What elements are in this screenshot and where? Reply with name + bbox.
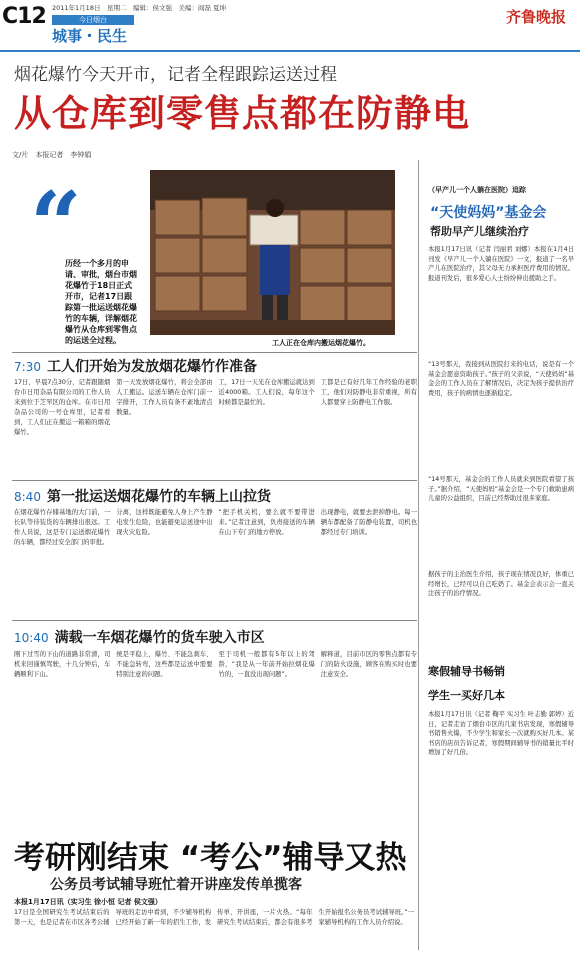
section-title: 满载一车烟花爆竹的货车驶入市区 bbox=[54, 630, 265, 646]
body-column: 17日，早晨7点30分，记者跟随烟台市日用杂品有限公司的工作人员来到位于芝罘区的仓库。在市日用杂品公司的一号仓库里，记者看到，工人们正在搬运一箱箱的烟花爆竹。 bbox=[14, 379, 111, 436]
section-time: 8:40 bbox=[14, 490, 41, 504]
section-time: 7:30 bbox=[14, 360, 41, 374]
section-heading bbox=[14, 356, 257, 376]
sidebar-kicker: （早产儿一个人躺在医院）追踪 bbox=[428, 186, 526, 194]
sidebar-paragraph: “14号那天，基金会的工作人员就来到医院看望了孩子。”据介绍，“天使妈妈”基金会是一个专门救助患病儿童的公益组织，目前已经帮助过很多家庭。 bbox=[428, 476, 574, 503]
sidebar bbox=[420, 180, 575, 950]
body-column: 出现静电，就要去泄掉静电。每一辆车都配备了防静电装置，司机也都经过专门培训。 bbox=[320, 509, 417, 536]
sidebar-paragraph: “13号那天，我接到从医院打来的电话，说是有一个基金会愿意资助孩子。”孩子的父亲说，“天使妈妈”基金会的工作人员在了解情况后，决定为孩子提供治疗费用，孩子的病情也逐渐稳定。 bbox=[428, 361, 574, 397]
section-divider bbox=[12, 620, 417, 621]
warehouse-photo bbox=[150, 170, 395, 335]
sidebar-paragraph: 据孩子的主治医生介绍，孩子现在情况良好，体重已经增长，已经可以自己吃奶了。基金会表示会一直关注孩子的治疗情况。 bbox=[428, 571, 574, 598]
sidebar-title: “天使妈妈”基金会 bbox=[430, 205, 547, 221]
bottom-headline: 考研刚结束 “考公”辅导又热 bbox=[14, 840, 407, 876]
bottom-body: 17日是全国研究生考试结束后的第一天，也是记者在市区各考公辅导班的走访中看到，不少辅导机构已经开始了新一年的招生工作，发传单、开讲座，一片火热。“每年研究生考试结束后，都会有很多考生开始报名公务员考试辅导班。”一家辅导机构的工作人员介绍说。 bbox=[14, 909, 414, 926]
section-divider bbox=[12, 352, 417, 353]
section-heading bbox=[14, 627, 265, 647]
photo-caption: 工人正在仓库内搬运烟花爆竹。 bbox=[272, 339, 370, 347]
main-byline: 文/片 本报记者 李钟娟 bbox=[12, 151, 92, 159]
body-column: 在烟花爆竹存储基地的大门前，一长队等待装货的车辆排出很远。工作人员说，这是专门运送烟花爆竹的车辆，都经过安全部门的审批。 bbox=[14, 509, 111, 546]
page-number: C12 bbox=[2, 4, 46, 29]
sidebar-paragraph: 本报1月17日讯（记者 闫丽君 刘娜）本报在1月4日刊发《早产儿一个人躺在医院》一文，报道了一名早产儿在医院治疗，其父母无力承担医疗费用的情况。报道刊发后，很多爱心人士纷纷伸出援助之手。 bbox=[428, 246, 574, 282]
body-column: 统是平稳上，爆竹、不能急刹车、不能急转弯，这些都是运送中需要特别注意的问题。 bbox=[116, 651, 213, 678]
headline-deck: 烟花爆竹今天开市，记者全程跟踪运送过程 bbox=[14, 65, 337, 85]
box-subtitle: 学生一买好几本 bbox=[428, 689, 505, 702]
body-column: 工都是已有好几年工作经验的老职工，他们对防静电非常重视，所有人都要穿上防静电工作服。 bbox=[320, 379, 417, 406]
column-separator bbox=[418, 160, 419, 950]
section-body bbox=[14, 650, 417, 820]
lead-paragraph: 历经一个多月的申请、审批，烟台市烟花爆竹于18日正式开市，记者17日跟踪第一批运送烟花爆竹的车辆，详解烟花爆竹从仓库到零售点的运送全过程。 bbox=[65, 259, 137, 345]
box-title: 寒假辅导书畅销 bbox=[428, 665, 505, 678]
section-body bbox=[14, 508, 417, 616]
section-heading bbox=[14, 486, 271, 506]
section-title: 工人们开始为发放烟花爆竹作准备 bbox=[46, 359, 257, 375]
quote-mark-icon: “ bbox=[30, 172, 82, 278]
body-column: 至于司机一般都有5年以上的驾龄，“我是从一年前开始拉烟花爆竹的，一直没出现问题”。 bbox=[218, 651, 315, 678]
section-body bbox=[14, 378, 417, 478]
newspaper-logo: 齐鲁晚报 bbox=[505, 8, 566, 26]
body-column: 分离，这样既能避免人身上产生静电发生危险，也能避免运送途中出现火灾危险。 bbox=[116, 509, 213, 536]
section-title: 城事・民生 bbox=[52, 27, 128, 45]
box-body: 本报1月17日讯（记者 鞠平 实习生 叶志勤 郭婷）近日，记者走访了烟台市区的几家书店发现，寒假辅导书销售火爆，不少学生和家长一次就购买好几本。某书店的店员告诉记者，寒假期间辅导书的销量比平时增加了好几倍。 bbox=[428, 711, 574, 757]
dateline: 2011年1月18日 星期二 编辑：侯文强 美编：阎磊 夏坤 bbox=[52, 4, 227, 12]
sidebar-subtitle: 帮助早产儿继续治疗 bbox=[430, 225, 529, 238]
section-title: 第一批运送烟花爆竹的车辆上山拉货 bbox=[46, 489, 271, 505]
page-header bbox=[0, 0, 580, 52]
body-column: 刚下过雪的下山的道路非常滑，司机来回谨慎驾驶，十几分钟后，车辆顺利下山。 bbox=[14, 651, 111, 678]
bottom-byline: 本报1月17日讯（实习生 徐小恒 记者 侯文强） bbox=[14, 898, 162, 906]
body-column: 解释道，目前市区的零售点都有专门的防火设施，顾客在购买时也要注意安全。 bbox=[320, 651, 417, 678]
main-headline: 从仓库到零售点都在防静电 bbox=[14, 92, 470, 135]
body-column: 第一天发放烟花爆竹，将会全部由人工搬运。运送车辆在仓库门前一字排开，工作人员有条不紊地清点数量。 bbox=[116, 379, 213, 416]
body-column: “把手机关机，要么就不要带进来。”记者注意到，负责接送的车辆在山下专门的地方停放。 bbox=[218, 509, 315, 536]
section-box: 今日烟台 bbox=[52, 15, 134, 25]
header-rule bbox=[0, 50, 580, 52]
bottom-deck: 公务员考试辅导班忙着开讲座发传单揽客 bbox=[50, 877, 302, 893]
warehouse-photo-drawing bbox=[150, 170, 395, 335]
body-column: 工，17日一天光在仓库搬运就达到近4000箱。工人们说，每年这个时候都是最忙的。 bbox=[218, 379, 315, 406]
section-divider bbox=[12, 480, 417, 481]
section-time: 10:40 bbox=[14, 631, 49, 645]
